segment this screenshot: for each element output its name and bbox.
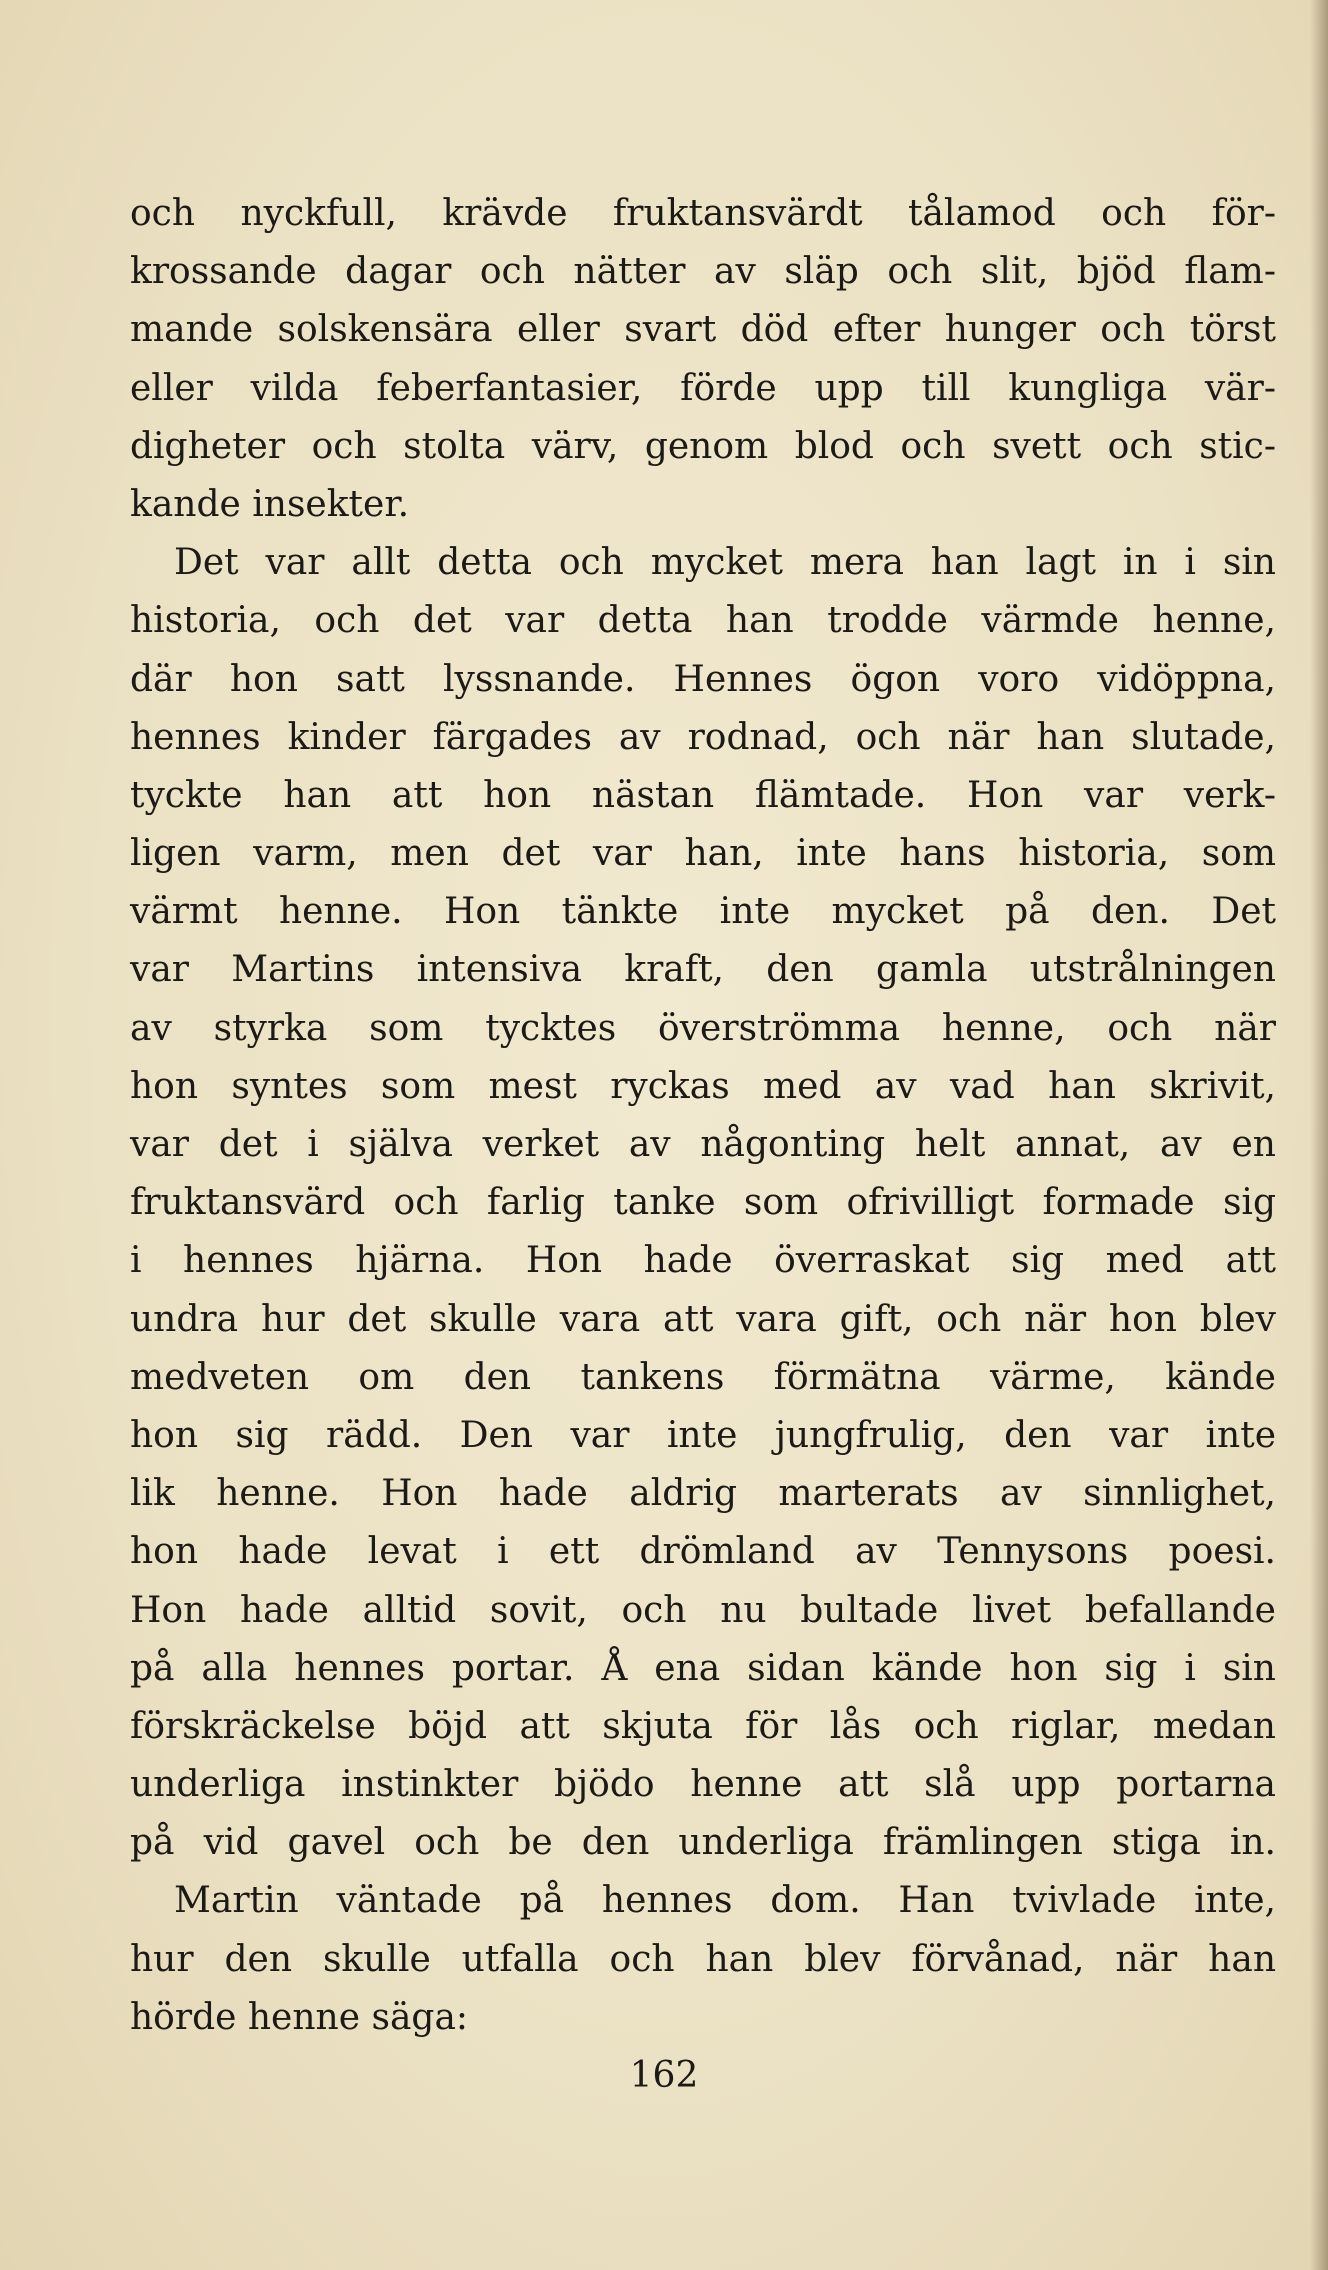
text-line: där hon satt lyssnande. Hennes ögon voro vidöppna, <box>130 658 1276 700</box>
text-line: hennes kinder färgades av rodnad, och när han slutade, <box>130 716 1276 758</box>
text-line: digheter och stolta värv, genom blod och svett och stic- <box>130 425 1276 467</box>
text-line: på alla hennes portar. Å ena sidan kände hon sig i sin <box>130 1647 1276 1689</box>
text-line: hon hade levat i ett drömland av Tennysons poesi. <box>130 1531 1276 1573</box>
page-edge-shadow <box>1310 0 1328 2270</box>
text-line: mande solskensära eller svart död efter hunger och törst <box>130 309 1276 351</box>
text-line: Det var allt detta och mycket mera han lagt in i sin <box>174 542 1276 584</box>
text-line: var Martins intensiva kraft, den gamla utstrålningen <box>130 949 1276 991</box>
text-line: underliga instinkter bjödo henne att slå upp portarna <box>130 1764 1276 1806</box>
text-line: hur den skulle utfalla och han blev förvånad, när han <box>130 1938 1276 1980</box>
text-line: undra hur det skulle vara att vara gift, och när hon blev <box>130 1298 1276 1340</box>
text-line: hörde henne säga: <box>130 1996 469 2038</box>
body-text <box>130 185 1276 2047</box>
text-line: på vid gavel och be den underliga främlingen stiga in. <box>130 1822 1276 1864</box>
text-line: och nyckfull, krävde fruktansvärdt tålamod och för- <box>130 193 1276 234</box>
text-line: värmt henne. Hon tänkte inte mycket på den. Det <box>130 891 1276 933</box>
text-line: förskräckelse böjd att skjuta för lås och riglar, medan <box>130 1705 1276 1747</box>
text-line: krossande dagar och nätter av släp och slit, bjöd flam- <box>130 251 1276 293</box>
text-line: ligen varm, men det var han, inte hans historia, som <box>130 833 1276 875</box>
text-line: lik henne. Hon hade aldrig marterats av sinnlighet, <box>130 1473 1276 1515</box>
text-line: hon sig rädd. Den var inte jungfrulig, den var inte <box>130 1414 1276 1456</box>
text-line: kande insekter. <box>130 483 410 525</box>
text-line: fruktansvärd och farlig tanke som ofrivilligt formade sig <box>130 1182 1276 1224</box>
text-line: hon syntes som mest ryckas med av vad han skrivit, <box>130 1065 1276 1107</box>
text-line: i hennes hjärna. Hon hade överraskat sig med att <box>130 1240 1276 1282</box>
text-line: Martin väntade på hennes dom. Han tvivlade inte, <box>174 1880 1276 1922</box>
page-number: 162 <box>629 2055 699 2096</box>
text-line: tyckte han att hon nästan flämtade. Hon var verk- <box>130 774 1276 816</box>
text-line: av styrka som tycktes överströmma henne, och när <box>130 1007 1276 1049</box>
text-line: Hon hade alltid sovit, och nu bultade livet befallande <box>130 1589 1276 1631</box>
text-line: eller vilda feberfantasier, förde upp till kungliga vär- <box>130 367 1276 409</box>
text-line: var det i själva verket av någonting helt annat, av en <box>130 1124 1276 1165</box>
text-line: historia, och det var detta han trodde värmde henne, <box>130 600 1276 642</box>
text-line: medveten om den tankens förmätna värme, kände <box>130 1356 1276 1398</box>
